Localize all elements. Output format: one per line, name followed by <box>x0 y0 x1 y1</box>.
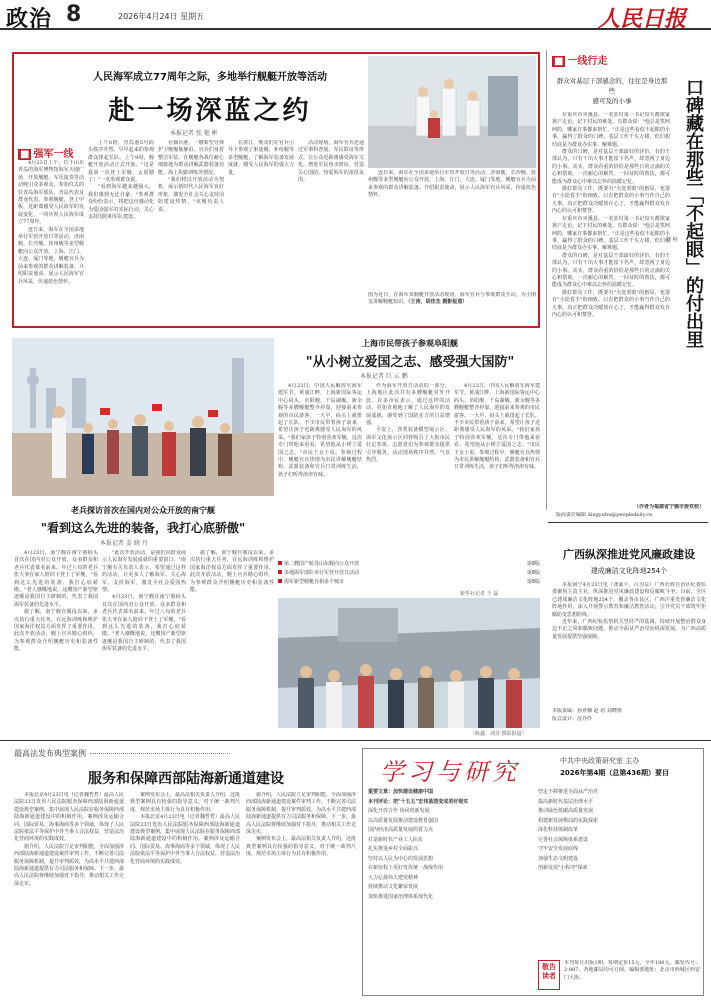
feature-col-2 <box>88 140 154 322</box>
column-footer: （作者为福建省宁德市委党校） <box>633 504 704 510</box>
brief-item[interactable]: 第二艘国产航母山东舰向公众开放 第8版 <box>278 560 540 569</box>
toc-item: 加强生态文明建设 <box>538 855 579 862</box>
feature-col-6 <box>368 170 536 290</box>
article3-byline: 本报记者 姜 晓 丹 <box>100 540 148 547</box>
law-paragraph: 案例发布会上，最高法相关负责人介绍，这批典型案例具有较强的指导意义，对于统一裁判尺度、规范市场主体行为具有积极作用。 <box>130 792 240 813</box>
guangxi-rule <box>548 522 708 523</box>
toc-item: 以高质量发展推动建设教育强国 <box>368 817 439 824</box>
feature-kicker: 人民海军成立77周年之际，多地举行舰艇开放等活动 <box>93 72 327 83</box>
journal-toc-right <box>538 788 700 874</box>
article2-paragraph: 作为海军开放日活动的一部分，上海地区此次共有多艘舰艇对外开放。许多市民表示，通过这样的活动，更加直观地了解了人民海军的发展成就，感受到了国防实力的日益增强。 <box>366 383 450 427</box>
toc-item: 重要文章：加快建设健康中国 <box>368 789 434 795</box>
toc-item: 加快推进国家治理体系现代化 <box>368 893 434 900</box>
masthead-logo: 人民日报 <box>598 6 687 32</box>
article2-col-2 <box>366 383 450 555</box>
toc-item: 坚持以人民为中心的发展思想 <box>368 855 434 862</box>
toc-item: 打造新时代产业工人队伍 <box>368 836 424 843</box>
feature-paragraph: 活动现场，海军官兵还通过军事科普展、军民联谊等形式，让公众近距离感受海军文化，增进军民鱼水情谊，营造关心国防、热爱海军的浓厚氛围。 <box>298 140 364 184</box>
feature-paragraph: 4月23日上午，位于山东青岛的海军博物馆海军天地广场，开放舰艇、军乐演奏等活动吸引众多观众。参加仪式的驻青岛海军部队、青岛代表及群众代表，参观舰艇，登上甲板，近距离感受人民海军的发展变化，一同庆祝人民海军成立77周年。 <box>18 160 84 226</box>
brief-item[interactable]: 多地海军部队举行军营开放日活动 第8版 <box>278 569 540 578</box>
feature-paragraph: 在湛江，观众们在官兵引导下参观了驱逐舰、补给舰等多型舰艇，了解海军装备发展成就，感受人民海军的强大力量。 <box>228 140 294 176</box>
article3-paragraph: 4月23日，南宁舰在南宁港码头首次在国内对公众开放，众多群众和老兵代表慕名前来。年过八旬的老兵张大爷在家人陪同下登上了军舰，"看到这么先进的装备，我打心底骄傲。"老人感慨地说。这艘国产新型驱逐舰是我国自主研制的，代表了我国海军装备的先进水平。 <box>102 594 186 653</box>
page-number: 8 <box>66 2 82 27</box>
feature-col-5 <box>298 140 364 322</box>
nanning-photo <box>278 598 540 728</box>
guangxi-paragraph: 本报南宁4月23日电（龚家平、吕为益）广西壮族自治区纪委监委聚焦主责主业，纵深推进党风廉政建设和反腐败斗争。目前，全区已建成廉洁文化阵地254个，覆盖各市县区。广西注重发挥廉洁文化阵地作用，深入开展警示教育和廉洁教育活动，引导党员干部筑牢拒腐防变思想防线。 <box>552 582 706 618</box>
law-headline: 服务和保障西部陆海新通道建设 <box>88 771 284 787</box>
feature-col-3 <box>158 140 224 322</box>
article3-col-2 <box>102 550 186 728</box>
column-author: 刘 畅 <box>666 237 678 243</box>
guangxi-paragraph: 近年来，广西纪检监察机关坚持严的基调，持续开展整治群众身边不正之风和腐败问题，推动全面从严治党向纵深发展，为广西高质量发展提供坚强保障。 <box>552 619 706 640</box>
article2-paragraph: 4月23日，中国人民解放军海军建军节。黄浦江畔，上海新国际客运中心码头，阜阳舰、千岛湖舰、新余舰等多艘舰艇整齐停靠，迎接前来参观的市民游客。一大早，码头上就排起了长队，不少市民带着孩子前来，希望让孩子近距离感受人民海军的风采。"我们家孩子特别喜欢军舰，这次专门带他来看看，希望他从小树立爱国之志。"市民王女士说。参观过程中，舰艇官兵热情为市民讲解舰艇结构、武器装备和官兵日常训练生活，孩子们听得津津有味。 <box>278 383 362 478</box>
reader-notice-label: 敬告读者 <box>538 960 560 990</box>
toc-item: 坚定不移推进全面从严治党 <box>538 789 599 795</box>
law-paragraph: 据介绍，人民法院立足审判职能，全面加强涉西部陆海新通道建设案件审判工作，不断完善司法服务保障机制，提升审判质效，为高水平共建西部陆海新通道提供有力司法服务和保障。下一步，最高人民法院将继续加强对下指导，推动相关工作走深走实。 <box>14 843 124 887</box>
toc-item: 大力弘扬伟大建党精神 <box>368 874 419 881</box>
feature-col-1 <box>18 160 84 322</box>
column-paragraph: 做好群众工作，既要有"大处着眼"的格局，也要有"小处着手"的细致。只有把群众的小事当作自己的大事，真正把群众冷暖放在心上，才能赢得群众发自内心的认可和赞誉。 <box>552 186 670 215</box>
reader-notice: 本刊每月出版1期，每期定价15元，全年180元。邮发代号：2-887，各地邮局均可订阅。编辑部地址：北京市西城区西安门大街。 <box>564 960 700 981</box>
feature-col-4 <box>228 140 294 322</box>
feature-paragraph: 上午8时，青岛港5号码头秩序井然，早早赶来的参观群众排起长队。上午9时，舰艇开放活动正式开始。"这是我第一次登上军舰，太震撼了！"一名参观群众说。 <box>88 140 154 184</box>
column-headline: 口碑藏在那些「不起眼」的付出里 <box>683 78 704 348</box>
law-col-1 <box>14 792 124 996</box>
article3-paragraph: 据了解，南宁舰自服役以来，多次执行重大任务，在远海训练和维护国家海洋权益方面发挥了重要作用。此次开放活动，舰上官兵精心组织，为参观群众介绍舰艇历史和装备性能。 <box>14 609 98 653</box>
toc-item: 国内经济高质量发展的着力点 <box>368 827 434 833</box>
article2-kicker: 上海市民带孩子参观阜阳舰 <box>362 339 458 348</box>
toc-item: 深化开放合作 协同创新发展 <box>368 808 430 814</box>
article2-col-3 <box>454 383 540 555</box>
article3-col-1 <box>14 550 98 728</box>
toc-item: 推动绿色低碳高质量发展 <box>538 808 594 814</box>
feature-paragraph: 连日来，海军在全国多地举行军营开放日等活动，济南舰、长沙舰、抚州舰等多型舰艇向公众开放。上海、江门、大连、厦门等地，舰艇官兵为前来参观的群众讲解装备、介绍职责使命，展示人民海军官兵风采，传递蓝色情怀。 <box>368 170 536 199</box>
toc-item: 在新征程上更好发挥统一战线作用 <box>368 865 444 871</box>
column-paragraph: 做好群众工作，既要有"大处着眼"的格局，也要有"小处着手"的细致。只有把群众的小事当作自己的大事，真正把群众冷暖放在心上，才能赢得群众发自内心的认可和赞誉。 <box>552 289 670 318</box>
journal-issue: 2026年第4期（总第436期）要目 <box>560 769 669 777</box>
article2-headline: "从小树立爱国之志、感受强大国防" <box>305 355 515 370</box>
article3-paragraph: 4月23日，南宁舰在南宁港码头首次在国内对公众开放，众多群众和老兵代表慕名前来。年过八旬的老兵张大爷在家人陪同下登上了军舰，"看到这么先进的装备，我打心底骄傲。"老人感慨地说。这艘国产新型驱逐舰是我国自主研制的，代表了我国海军装备的先进水平。 <box>14 550 98 608</box>
article2-col-1 <box>278 383 362 555</box>
toc-item: 扎实推进乡村全面振兴 <box>368 846 419 852</box>
column-paragraph: 在重庆市巫溪县，一名驻村第一书记每天都挨家挨户走访，记下村民的难处。有群众说："他总是笑呵呵的，哪家有事都来帮忙。"正是这些看似不起眼的小事，赢得了群众的口碑。基层工作千头万绪，但归根结底是为群众办实事、解难题。 <box>552 112 670 148</box>
column-editor: 版面责任编辑 dingyuhu@peopledaily.cn <box>556 512 653 518</box>
toc-item: 提高新时代基层治理水平 <box>538 798 594 805</box>
law-paragraph: 案例发布会上，最高法相关负责人介绍，这批典型案例具有较强的指导意义，对于统一裁判尺度、规范市场主体行为具有积极作用。 <box>246 836 356 858</box>
feature-paragraph: "看到海军越来越强大，我们感到无比自豪。"参观群众纷纷表示，将把这份感动化为爱国强军的实际行动，关心支持国防和军队建设。 <box>88 184 154 221</box>
journal-host: 中共中央政策研究室 主办 <box>560 757 640 765</box>
column-paragraph: 群众的口碑，是对基层干部最好的评价。有的干部认为，只有干出大事才能留下名声，却忽视了身边的小事。其实，群众看重的恰恰是那些日常点滴的关心和帮助。一次耐心的解答、一回及时的帮扶，都可能成为群众心中难以忘怀的温暖记忆。 <box>552 149 670 185</box>
column-subtitle-line: 群众对基层干部感念的，往往是身边那些 <box>556 77 668 95</box>
law-paragraph: 本报北京4月23日电（记者魏哲哲）最高人民法院23日发布人民法院服务保障西部陆海新通道建设典型案例，集中展现人民法院在服务保障西部陆海新通道建设中的积极作用。案例涉及运输合同、国际贸易、海事海商等多个领域，体现了人民法院依法平等保护中外当事人合法权益，营造法治化营商环境的实践成效。 <box>14 792 124 843</box>
feature-headline: 赴一场深蓝之约 <box>108 96 312 126</box>
brief-list <box>278 560 540 587</box>
law-series: 最高法发布典型案例 <box>14 748 230 759</box>
article2-paragraph: 4月23日，中国人民解放军海军建军节。黄浦江畔，上海新国际客运中心码头，阜阳舰、千岛湖舰、新余舰等多艘舰艇整齐停靠，迎接前来参观的市民游客。一大早，码头上就排起了长队，不少市民带着孩子前来，希望让孩子近距离感受人民海军的风采。"我们家孩子特别喜欢军舰，这次专门带他来看看，希望他从小树立爱国之志。"市民王女士说。参观过程中，舰艇官兵热情为市民讲解舰艇结构、武器装备和官兵日常训练生活，孩子们听得津津有味。 <box>454 383 540 471</box>
shanghai-photo <box>12 338 274 496</box>
journal-toc-left <box>368 788 532 902</box>
column-divider <box>546 50 547 510</box>
toc-item: 创新发展"小程序"探索 <box>538 865 588 871</box>
toc-item: 本刊评论：把"十五五"宏伟蓝图变成美好现实 <box>368 798 469 805</box>
page-designer: 版式设计：沈亦伶 <box>552 716 593 722</box>
bottom-divider <box>0 740 711 741</box>
issue-date: 2026年4月24日 星期五 <box>118 12 205 21</box>
guangxi-subtitle: 建成廉洁文化阵地254个 <box>590 567 668 575</box>
article3-col-3 <box>190 550 274 728</box>
section-name: 政治 <box>6 7 53 32</box>
nanning-credit: （陈鑫、刘芳 摄影报道） <box>470 731 527 737</box>
article3-headline: "看到这么先进的装备，我打心底骄傲" <box>40 521 246 535</box>
feature-byline: 本报记者 张 艳 彬 <box>170 130 218 137</box>
feature-paragraph: "我们将以开放活动为契机，展示新时代人民海军良好形象，激发全社会关心支持国防建设热情。"该舰负责人说。 <box>158 177 224 213</box>
feature-photo <box>368 56 536 168</box>
feature-caption: 图为近日，在海军某舰艇开放活动现场，海军官兵与参观群众互动，为小朋友讲解舰艇知识。（王涛、胡佳杰 摄影报道） <box>368 292 536 306</box>
brief-credit: 新华社记者 王 磊 <box>460 591 499 597</box>
column-body <box>552 112 670 502</box>
article3-kicker: 老兵探访首次在国内对公众开放的南宁舰 <box>71 506 215 515</box>
column-subtitle-line: 感可及的小事 <box>592 97 632 105</box>
law-paragraph: 据介绍，人民法院立足审判职能，全面加强涉西部陆海新通道建设案件审判工作，不断完善司法服务保障机制，提升审判质效，为高水平共建西部陆海新通道提供有力司法服务和保障。下一步，最高人民法院将继续加强对下指导，推动相关工作走深走实。 <box>246 792 356 836</box>
column-subtitle <box>556 76 668 106</box>
guangxi-body <box>552 582 706 708</box>
toc-item: 持续推动文化繁荣发展 <box>368 884 419 890</box>
article3-paragraph: "此次开放活动，是我们向群众展示人民海军发展成就的重要窗口。"南宁舰有关负责人表示，希望通过这样的活动，让更多人了解海军、关心海军、支持海军，激发全社会爱国热情。 <box>102 550 186 594</box>
law-col-2 <box>130 792 240 996</box>
law-paragraph: 本报北京4月23日电（记者魏哲哲）最高人民法院23日发布人民法院服务保障西部陆海新通道建设典型案例，集中展现人民法院在服务保障西部陆海新通道建设中的积极作用。案例涉及运输合同、国际贸易、海事海商等多个领域，体现了人民法院依法平等保护中外当事人合法权益，营造法治化营商环境的实践成效。 <box>130 814 240 865</box>
article2-paragraph: 平安上，各类装备模型展示区、海军文化展示区同样吸引了大批市民驻足参观。志愿者们为参观群众提供引导服务，活动现场秩序井然，气氛热烈。 <box>366 427 450 464</box>
article2-byline: 本报记者 巨 云 鹏 <box>360 373 408 380</box>
article3-paragraph: 据了解，南宁舰自服役以来，多次执行重大任务，在远海训练和维护国家海洋权益方面发挥了重要作用。此次开放活动，舰上官兵精心组织，为参观群众介绍舰艇历史和装备性能。 <box>190 550 274 594</box>
feature-paragraph: 连日来，海军在全国多地举行军营开放日等活动，济南舰、长沙舰、抚州舰等多型舰艇向公众开放。上海、江门、大连、厦门等地，舰艇官兵为前来参观的群众讲解装备、介绍职责使命，展示人民海军官兵风采，传递蓝色情怀。 <box>18 226 84 285</box>
feature-paragraph: 在烟台港，一艘新型导弹护卫舰舰舷静泊。官兵们身着整洁军装，在舰艇各战位耐心细致地为群众讲解武器装备功能、海上执勤训练等情况。 <box>158 140 224 176</box>
feature-subhead: ■ 强军一线 <box>20 149 74 160</box>
page-editors: 本版责编：孙亚楠 赵 培 刘晓雨 <box>552 708 622 714</box>
law-col-3 <box>246 792 356 996</box>
column-tag: ■ 一线行走 <box>554 56 608 67</box>
column-paragraph: 在重庆市巫溪县，一名驻村第一书记每天都挨家挨户走访，记下村民的难处。有群众说："他总是笑呵呵的，哪家有事都来帮忙。"正是这些看似不起眼的小事，赢得了群众的口碑。基层工作千头万绪，但归根结底是为群众办实事、解难题。 <box>552 215 670 252</box>
brief-item[interactable]: 海军新型舰艇亮相多个城市 第8版 <box>278 578 540 587</box>
guangxi-headline: 广西纵深推进党风廉政建设 <box>563 548 695 561</box>
toc-item: 守牢安全发展底线 <box>538 846 579 852</box>
toc-item: 完善社会保障体系建设 <box>538 836 589 843</box>
column-paragraph: 群众的口碑，是对基层干部最好的评价。有的干部认为，只有干出大事才能留下名声，却忽视了身边的小事。其实，群众看重的恰恰是那些日常点滴的关心和帮助。一次耐心的解答、一回及时的帮扶，都可能成为群众心中难以忘怀的温暖记忆。 <box>552 252 670 289</box>
journal-title: 学习与研究 <box>380 758 520 786</box>
toc-item: 深化科技体制改革 <box>538 827 579 833</box>
toc-item: 构建新发展格局的实践探索 <box>538 817 599 824</box>
